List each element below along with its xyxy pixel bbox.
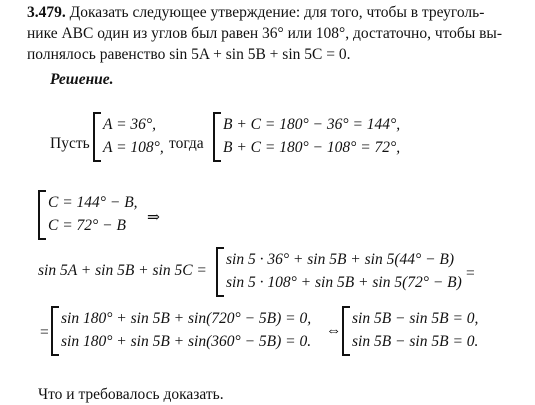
case-sub-36: sin 5 · 36° + sin 5B + sin 5(44° − B): [226, 251, 455, 268]
case-a-36: A = 36°,: [103, 116, 156, 133]
cases-angle-c: [38, 189, 148, 241]
cases-angle-a: [93, 111, 171, 163]
equals-sign: =: [466, 265, 475, 282]
problem-statement-line-3: полнялось равенство sin 5A + sin 5B + sin 5C = 0.: [27, 46, 351, 63]
bracket: [38, 190, 46, 240]
cases-simplified: [51, 305, 337, 357]
case-c-144: C = 144° − B,: [48, 194, 138, 211]
bracket: [342, 306, 350, 356]
case-final-1: sin 5B − sin 5B = 0,: [352, 310, 479, 327]
bracket: [216, 247, 224, 297]
then-word: тогда: [169, 135, 204, 152]
equals-sign: =: [40, 324, 49, 341]
cases-substituted: [216, 246, 476, 298]
cases-final: [342, 305, 512, 357]
case-sub-108: sin 5 · 108° + sin 5B + sin 5(72° − B): [226, 274, 462, 291]
case-simp-720: sin 180° + sin 5B + sin(720° − 5B) = 0,: [61, 310, 312, 327]
case-final-2: sin 5B − sin 5B = 0.: [352, 333, 479, 350]
solution-label: Решение.: [50, 71, 114, 88]
case-a-108: A = 108°,: [103, 139, 164, 156]
problem-statement-line-1: [27, 4, 484, 22]
let-word: Пусть: [50, 135, 90, 152]
problem-text-1: Доказать следующее утверждение: для того, чтобы в треуголь-: [69, 4, 485, 21]
bracket: [93, 112, 101, 162]
cases-b-plus-c: [213, 111, 423, 163]
implies-arrow: ⇒: [147, 209, 160, 226]
problem-number: 3.479.: [27, 4, 66, 21]
problem-statement-line-2: нике ABC один из углов был равен 36° или 108°, достаточно, чтобы вы-: [27, 25, 503, 42]
case-bc-144: B + C = 180° − 36° = 144°,: [223, 116, 401, 133]
bracket: [213, 112, 221, 162]
bracket: [51, 306, 59, 356]
case-simp-360: sin 180° + sin 5B + sin(360° − 5B) = 0.: [61, 333, 312, 350]
case-c-72: C = 72° − B: [48, 217, 126, 234]
iff-arrow: ⇔: [326, 322, 342, 339]
sum-lhs: sin 5A + sin 5B + sin 5C =: [38, 262, 207, 279]
case-bc-72: B + C = 180° − 108° = 72°,: [223, 139, 401, 156]
conclusion: Что и требовалось доказать.: [38, 386, 224, 403]
